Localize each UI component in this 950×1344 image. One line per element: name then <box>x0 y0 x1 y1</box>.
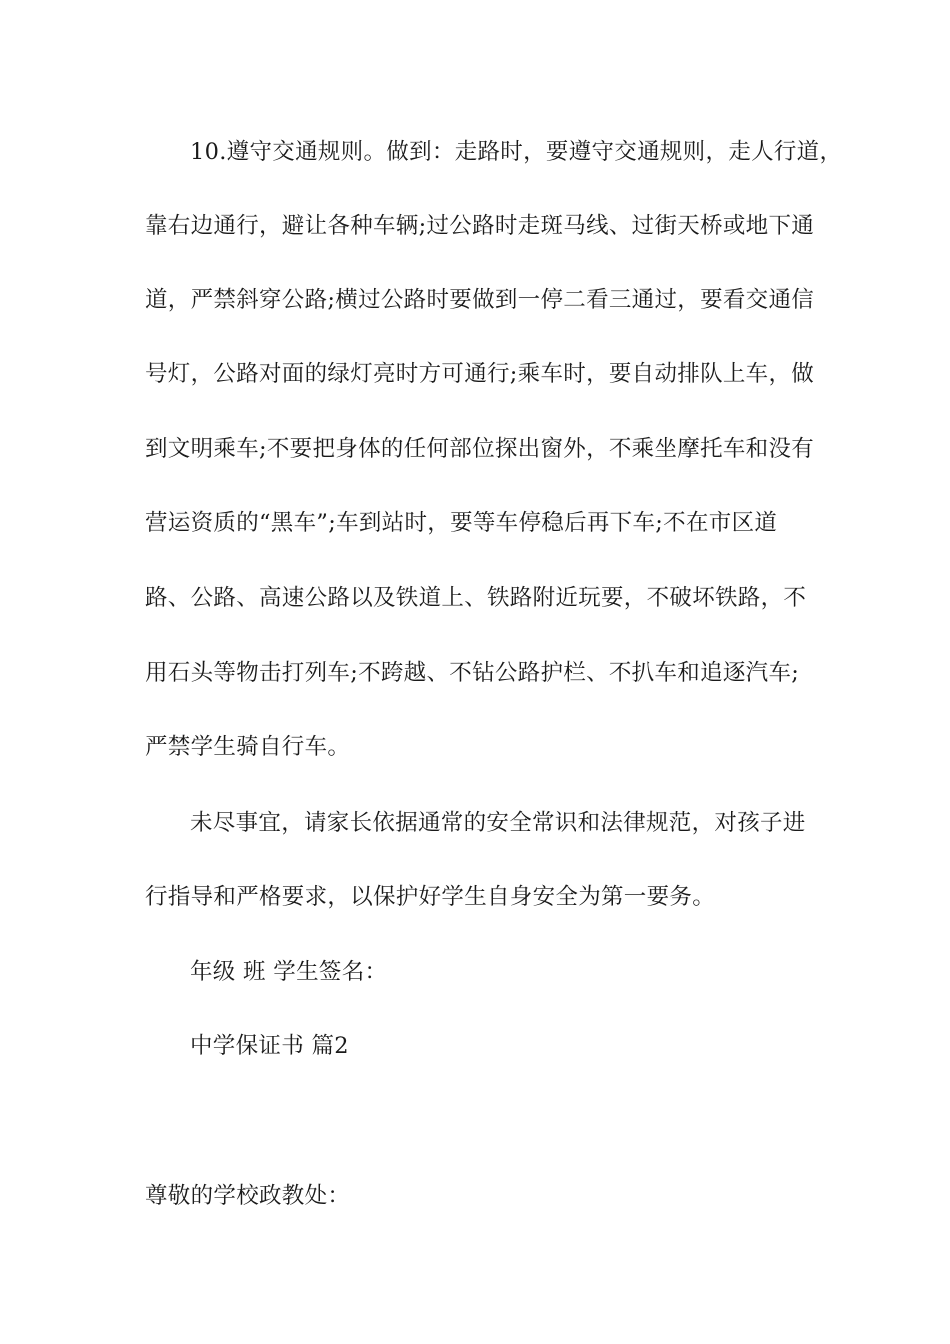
paragraph-line: 用石头等物击打列车;不跨越、不钻公路护栏、不扒车和追逐汽车; <box>145 660 800 686</box>
paragraph-line: 道，严禁斜穿公路;横过公路时要做到一停二看三通过，要看交通信 <box>145 287 815 313</box>
paragraph-line: 路、公路、高速公路以及铁道上、铁路附近玩要，不破坏铁路，不 <box>145 585 807 611</box>
paragraph-line: 营运资质的“黑车”;车到站时，要等车停稳后再下车;不在市区道 <box>145 510 778 536</box>
paragraph-line: 10.遵守交通规则。做到：走路时，要遵守交通规则，走人行道， <box>190 139 843 165</box>
paragraph-line: 行指导和严格要求，以保护好学生自身安全为第一要务。 <box>145 884 716 910</box>
paragraph-line: 号灯，公路对面的绿灯亮时方可通行;乘车时，要自动排队上车，做 <box>145 361 815 387</box>
paragraph-line: 到文明乘车;不要把身体的任何部位探出窗外，不乘坐摩托车和没有 <box>145 436 815 462</box>
section-heading: 中学保证书 篇2 <box>190 1033 349 1059</box>
paragraph-line: 严禁学生骑自行车。 <box>145 734 351 760</box>
paragraph-line: 靠右边通行，避让各种车辆;过公路时走斑马线、过街天桥或地下通 <box>145 213 815 239</box>
salutation: 尊敬的学校政教处： <box>145 1183 351 1209</box>
paragraph-line: 未尽事宜，请家长依据通常的安全常识和法律规范，对孩子进 <box>190 810 806 836</box>
signature-line: 年级 班 学生签名： <box>190 959 388 985</box>
